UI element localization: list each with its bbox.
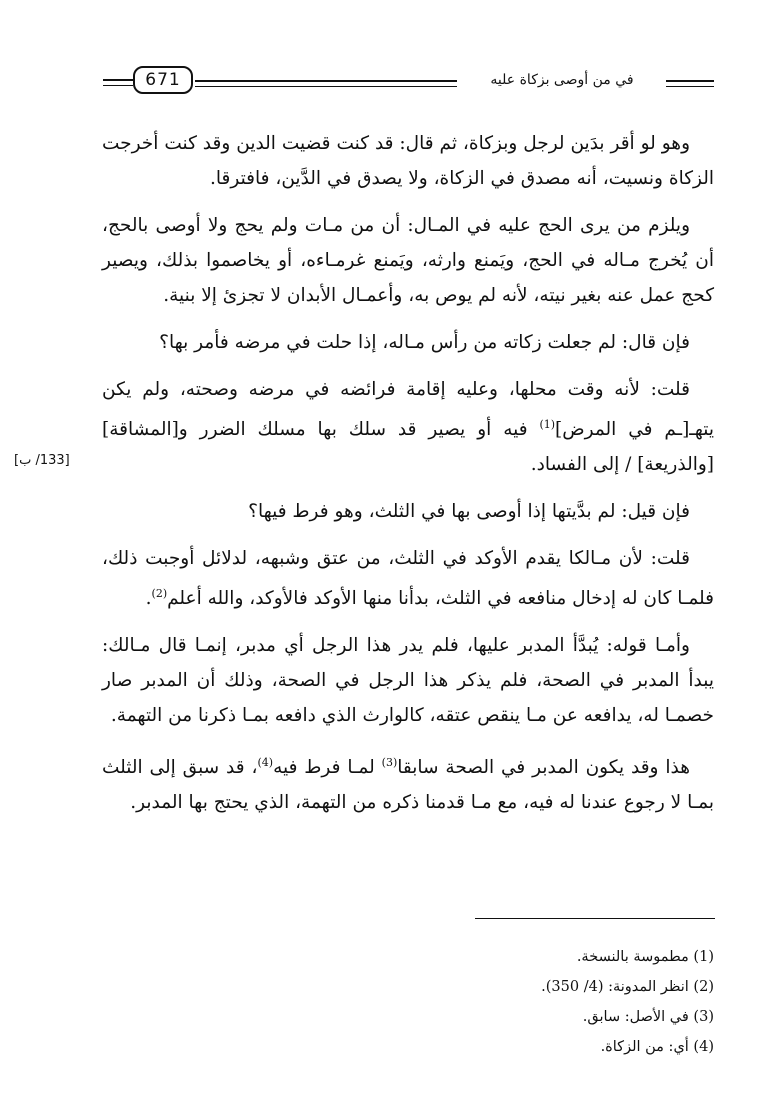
- footnotes: [300, 942, 714, 1062]
- footnote: (3) في الأصل: سابق.: [582, 1009, 714, 1025]
- header-rule-left-thin: [195, 86, 457, 87]
- paragraph-text: .: [145, 588, 152, 610]
- paragraph: [102, 745, 714, 820]
- paragraph: [102, 541, 714, 616]
- paragraph-text: لمـا فرط فيه: [273, 757, 382, 779]
- paragraph-text: قلت: لأن مـالكا يقدم الأوكد في الثلث، من عتق وشبهه، لدلائل أوجبت ذلك، فلمـا كان له إدخال منافعه في الثلث، بدأنا منها الأوكد فالأوكد، والله أعلم: [102, 548, 714, 610]
- paragraph-text: هذا وقد يكون المدبر في الصحة سابقا: [397, 757, 690, 779]
- paragraph: فإن قيل: لم بدَّيتها إذا أوصى بها في الثلث، وهو فرط فيها؟: [248, 501, 690, 523]
- paragraph: ويلزم من يرى الحج عليه في المـال: أن من مـات ولم يحج ولا أوصى بالحج، أن يُخرج مـاله في الحج، ويَمنع وارثه، ويَمنع غرمـاءه، أو يخاصموا بذلك، ويصير كحج عمل عنه بغير نيته، لأنه لم يوص به، وأعمـال الأبدان لا تجزئ إلا بنية.: [102, 215, 714, 306]
- paragraph-text: ، قد سبق إلى الثلث بمـا لا رجوع عندنا له فيه، مع مـا قدمنا ذكره من التهمة، الذي يحتج بها المدبر.: [102, 757, 714, 814]
- running-head: في من أوصى بزكاة عليه: [490, 72, 634, 88]
- page-number: 671: [133, 66, 193, 94]
- footnote-ref: (1): [539, 418, 556, 431]
- paragraph-text: فيه أو يصير قد سلك بها مسلك الضرر و[المشاقة] [والذريعة] / إلى الفساد.: [102, 419, 714, 476]
- footnote-ref: (2): [151, 587, 168, 601]
- footnote-ref: (3): [381, 756, 398, 770]
- footnote-ref: (4): [257, 756, 274, 770]
- header-rule-right-thin: [666, 86, 714, 87]
- footnote: (1) مطموسة بالنسخة.: [576, 949, 714, 965]
- footnote: (2) انظر المدونة: (4/ 350).: [541, 979, 714, 995]
- paragraph: [102, 372, 714, 482]
- body-text: [102, 126, 714, 832]
- paragraph-text: قلت: لأنه وقت محلها، وعليه إقامة فرائضه في مرضه وصحته، ولم يكن يتهـ[ـم في المرض]: [102, 379, 714, 441]
- paragraph: فإن قال: لم جعلت زكاته من رأس مـاله، إذا حلت في مرضه فأمر بها؟: [159, 332, 690, 353]
- footnote: (4) أي: من الزكاة.: [600, 1039, 714, 1055]
- paragraph: وأمـا قوله: يُبدَّأ المدبر عليها، فلم يدر هذا الرجل أي مدبر، إنمـا قال مـالك: يبدأ المدبر في الصحة، فلم يذكر هذا الرجل في الصحة، وذلك أن المدبر صار خصمـا له، يدافعه عن مـا ينقص عتقه، كالوارث الذي دافعه بمـا ذكرنا من التهمة.: [102, 635, 714, 727]
- header-rule-right: [666, 80, 714, 82]
- paragraph: وهو لو أقر بدَين لرجل وبزكاة، ثم قال: قد كنت قضيت الدين وقد كنت أخرجت الزكاة ونسيت، أنه مصدق في الزكاة، ولا يصدق في الدَّين، فافترقا.: [102, 133, 714, 189]
- marginal-folio-note: [133/ ب]: [14, 453, 70, 468]
- footnote-separator: [475, 918, 715, 919]
- header-rule-left: [195, 80, 457, 82]
